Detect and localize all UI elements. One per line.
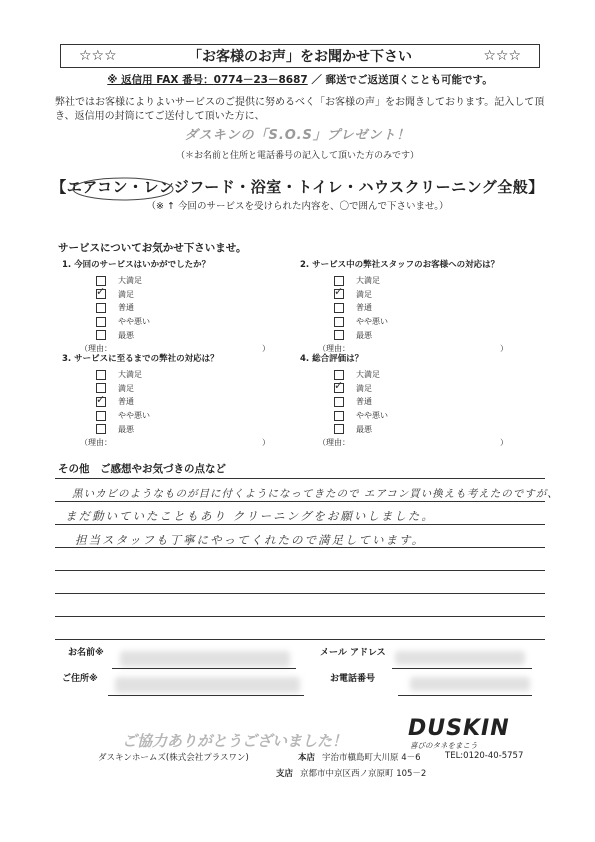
rule-line	[55, 524, 545, 525]
rule-line	[55, 501, 545, 502]
stars-left: ☆☆☆	[79, 48, 117, 64]
option-label: 大満足	[118, 276, 142, 286]
intro-text: 弊社ではお客様によりよいサービスのご提供に努めるべく「お客様の声」をお聞きしております。記入して頂き、返信用の封筒にてご送付して頂いた方に、	[55, 97, 545, 122]
checkbox[interactable]	[96, 317, 106, 327]
question-4	[300, 352, 520, 448]
option-label: 普通	[118, 303, 134, 313]
option-row	[96, 382, 282, 396]
option-row	[334, 301, 520, 315]
reason-label: （理由：	[318, 343, 350, 353]
rule-line	[55, 616, 545, 617]
option-row	[334, 382, 520, 396]
option-label: 大満足	[356, 370, 380, 380]
option-row	[96, 328, 282, 342]
reason-close: ）	[262, 343, 270, 353]
name-underline	[112, 668, 296, 669]
name-redacted	[120, 651, 290, 667]
phone-underline	[398, 695, 532, 696]
option-row	[334, 422, 520, 436]
checkbox[interactable]	[96, 276, 106, 286]
option-row	[334, 288, 520, 302]
title-box	[60, 44, 540, 68]
service-note: （※ ↑ 今回のサービスを受けられた内容を、〇で囲んで下さいませ。）	[146, 201, 449, 212]
address-redacted	[115, 677, 300, 693]
reason-field[interactable]	[318, 437, 508, 448]
option-label: 最悪	[118, 330, 134, 340]
company-name: ダスキンホームズ(株式会社プラスワン)	[98, 753, 249, 763]
checkbox[interactable]	[334, 411, 344, 421]
checkbox[interactable]	[334, 397, 344, 407]
comments-heading: その他 ご感想やお気づきの点など	[58, 463, 226, 475]
rule-line	[55, 570, 545, 571]
question-label: 3. サービスに至るまでの弊社の対応は？	[62, 354, 219, 364]
thanks-message: ご協力ありがとうございました！	[122, 732, 348, 750]
form-title: 「お客様のお声」をお聞かせ下さい	[188, 49, 412, 65]
checkbox[interactable]	[334, 276, 344, 286]
phone-number: TEL:0120-40-5757	[445, 751, 524, 761]
email-underline	[392, 668, 532, 669]
branch-label: 支店	[276, 769, 294, 779]
option-label: 最悪	[356, 330, 372, 340]
rule-line	[55, 478, 545, 479]
rule-line	[55, 639, 545, 640]
option-label: 満足	[356, 383, 372, 393]
logo-tagline: 喜びのタネをまこう	[410, 741, 478, 750]
address-label: ご住所※	[62, 674, 98, 684]
option-label: 最悪	[356, 424, 372, 434]
checkbox[interactable]	[96, 424, 106, 434]
option-label: やや悪い	[118, 317, 150, 327]
checkbox[interactable]	[334, 330, 344, 340]
questions-heading: サービスについてお気かせ下さいませ。	[58, 242, 247, 254]
option-row	[96, 409, 282, 423]
name-label: お名前※	[68, 648, 104, 658]
option-label: 最悪	[118, 424, 134, 434]
question-2	[300, 258, 520, 354]
checkbox[interactable]	[96, 330, 106, 340]
checkbox[interactable]	[96, 303, 106, 313]
reason-close: ）	[500, 437, 508, 447]
fax-suffix: ／ 郵送でご返送頂くことも可能です。	[311, 74, 493, 86]
duskin-logo: DUSKIN	[408, 716, 510, 741]
question-3	[62, 352, 282, 448]
checkbox[interactable]	[334, 317, 344, 327]
checkbox-checked[interactable]	[96, 397, 106, 407]
option-label: 大満足	[118, 370, 142, 380]
question-label: 4. 総合評価は？	[300, 354, 364, 364]
option-row	[96, 395, 282, 409]
option-label: 普通	[356, 303, 372, 313]
checkbox-checked[interactable]	[96, 289, 106, 299]
checkbox-checked[interactable]	[334, 383, 344, 393]
option-row	[96, 422, 282, 436]
phone-label: お電話番号	[330, 674, 376, 684]
option-row	[334, 395, 520, 409]
reason-close: ）	[262, 437, 270, 447]
option-row	[334, 409, 520, 423]
option-label: 満足	[356, 289, 372, 299]
present-title: ダスキンの「S.O.S」プレゼント！	[184, 128, 411, 143]
option-row	[96, 301, 282, 315]
option-row	[334, 328, 520, 342]
option-row	[96, 315, 282, 329]
option-row	[96, 274, 282, 288]
phone-redacted	[410, 677, 530, 691]
option-label: やや悪い	[118, 411, 150, 421]
main-office-address: 宇治市槇島町大川原 4－6	[322, 753, 421, 763]
branch-address: 京都市中京区西ノ京原町 105－2	[300, 769, 427, 779]
question-label: 1. 今回のサービスはいかがでしたか？	[62, 260, 211, 270]
reason-label: （理由：	[318, 437, 350, 447]
email-label: メール アドレス	[320, 648, 386, 658]
option-label: 満足	[118, 383, 134, 393]
checkbox[interactable]	[96, 411, 106, 421]
question-1	[62, 258, 282, 354]
stars-right: ☆☆☆	[483, 48, 521, 64]
checkbox[interactable]	[96, 370, 106, 380]
option-row	[334, 315, 520, 329]
option-row	[96, 288, 282, 302]
option-label: 普通	[118, 397, 134, 407]
reason-field[interactable]	[80, 437, 270, 448]
comment-line-1: 黒いカビのようなものが目に付くようになってきたので エアコン買い換えも考えたのですが、	[72, 488, 559, 500]
reason-label: （理由：	[80, 343, 112, 353]
option-row	[334, 274, 520, 288]
email-redacted	[395, 651, 525, 665]
present-note: （＊お名前と住所と電話番号の記入して頂いた方のみです）	[175, 151, 419, 161]
option-label: 大満足	[356, 276, 380, 286]
comment-line-3: 担当スタッフも丁寧にやってくれたので満足しています。	[75, 533, 426, 547]
option-row	[96, 368, 282, 382]
checkbox[interactable]	[96, 383, 106, 393]
main-office-label: 本店	[298, 753, 316, 763]
reason-close: ）	[500, 343, 508, 353]
service-title: 【エアコン・レンジフード・浴室・トイレ・ハウスクリーニング全般】	[51, 178, 544, 196]
option-label: やや悪い	[356, 411, 388, 421]
checkbox[interactable]	[334, 370, 344, 380]
reason-label: （理由：	[80, 437, 112, 447]
option-label: 普通	[356, 397, 372, 407]
fax-prefix: ※ 返信用 FAX 番号：	[107, 74, 214, 86]
option-label: やや悪い	[356, 317, 388, 327]
checkbox[interactable]	[334, 424, 344, 434]
address-underline	[108, 695, 304, 696]
question-label: 2. サービス中の弊社スタッフのお客様への対応は？	[300, 260, 500, 270]
rule-line	[55, 593, 545, 594]
checkbox[interactable]	[334, 303, 344, 313]
fax-line	[60, 72, 540, 87]
option-label: 満足	[118, 289, 134, 299]
option-row	[334, 368, 520, 382]
checkbox-checked[interactable]	[334, 289, 344, 299]
fax-number: 0774－23－8687	[213, 74, 308, 86]
comment-line-2: まだ動いていたこともあり クリーニングをお願いしました。	[65, 509, 435, 523]
